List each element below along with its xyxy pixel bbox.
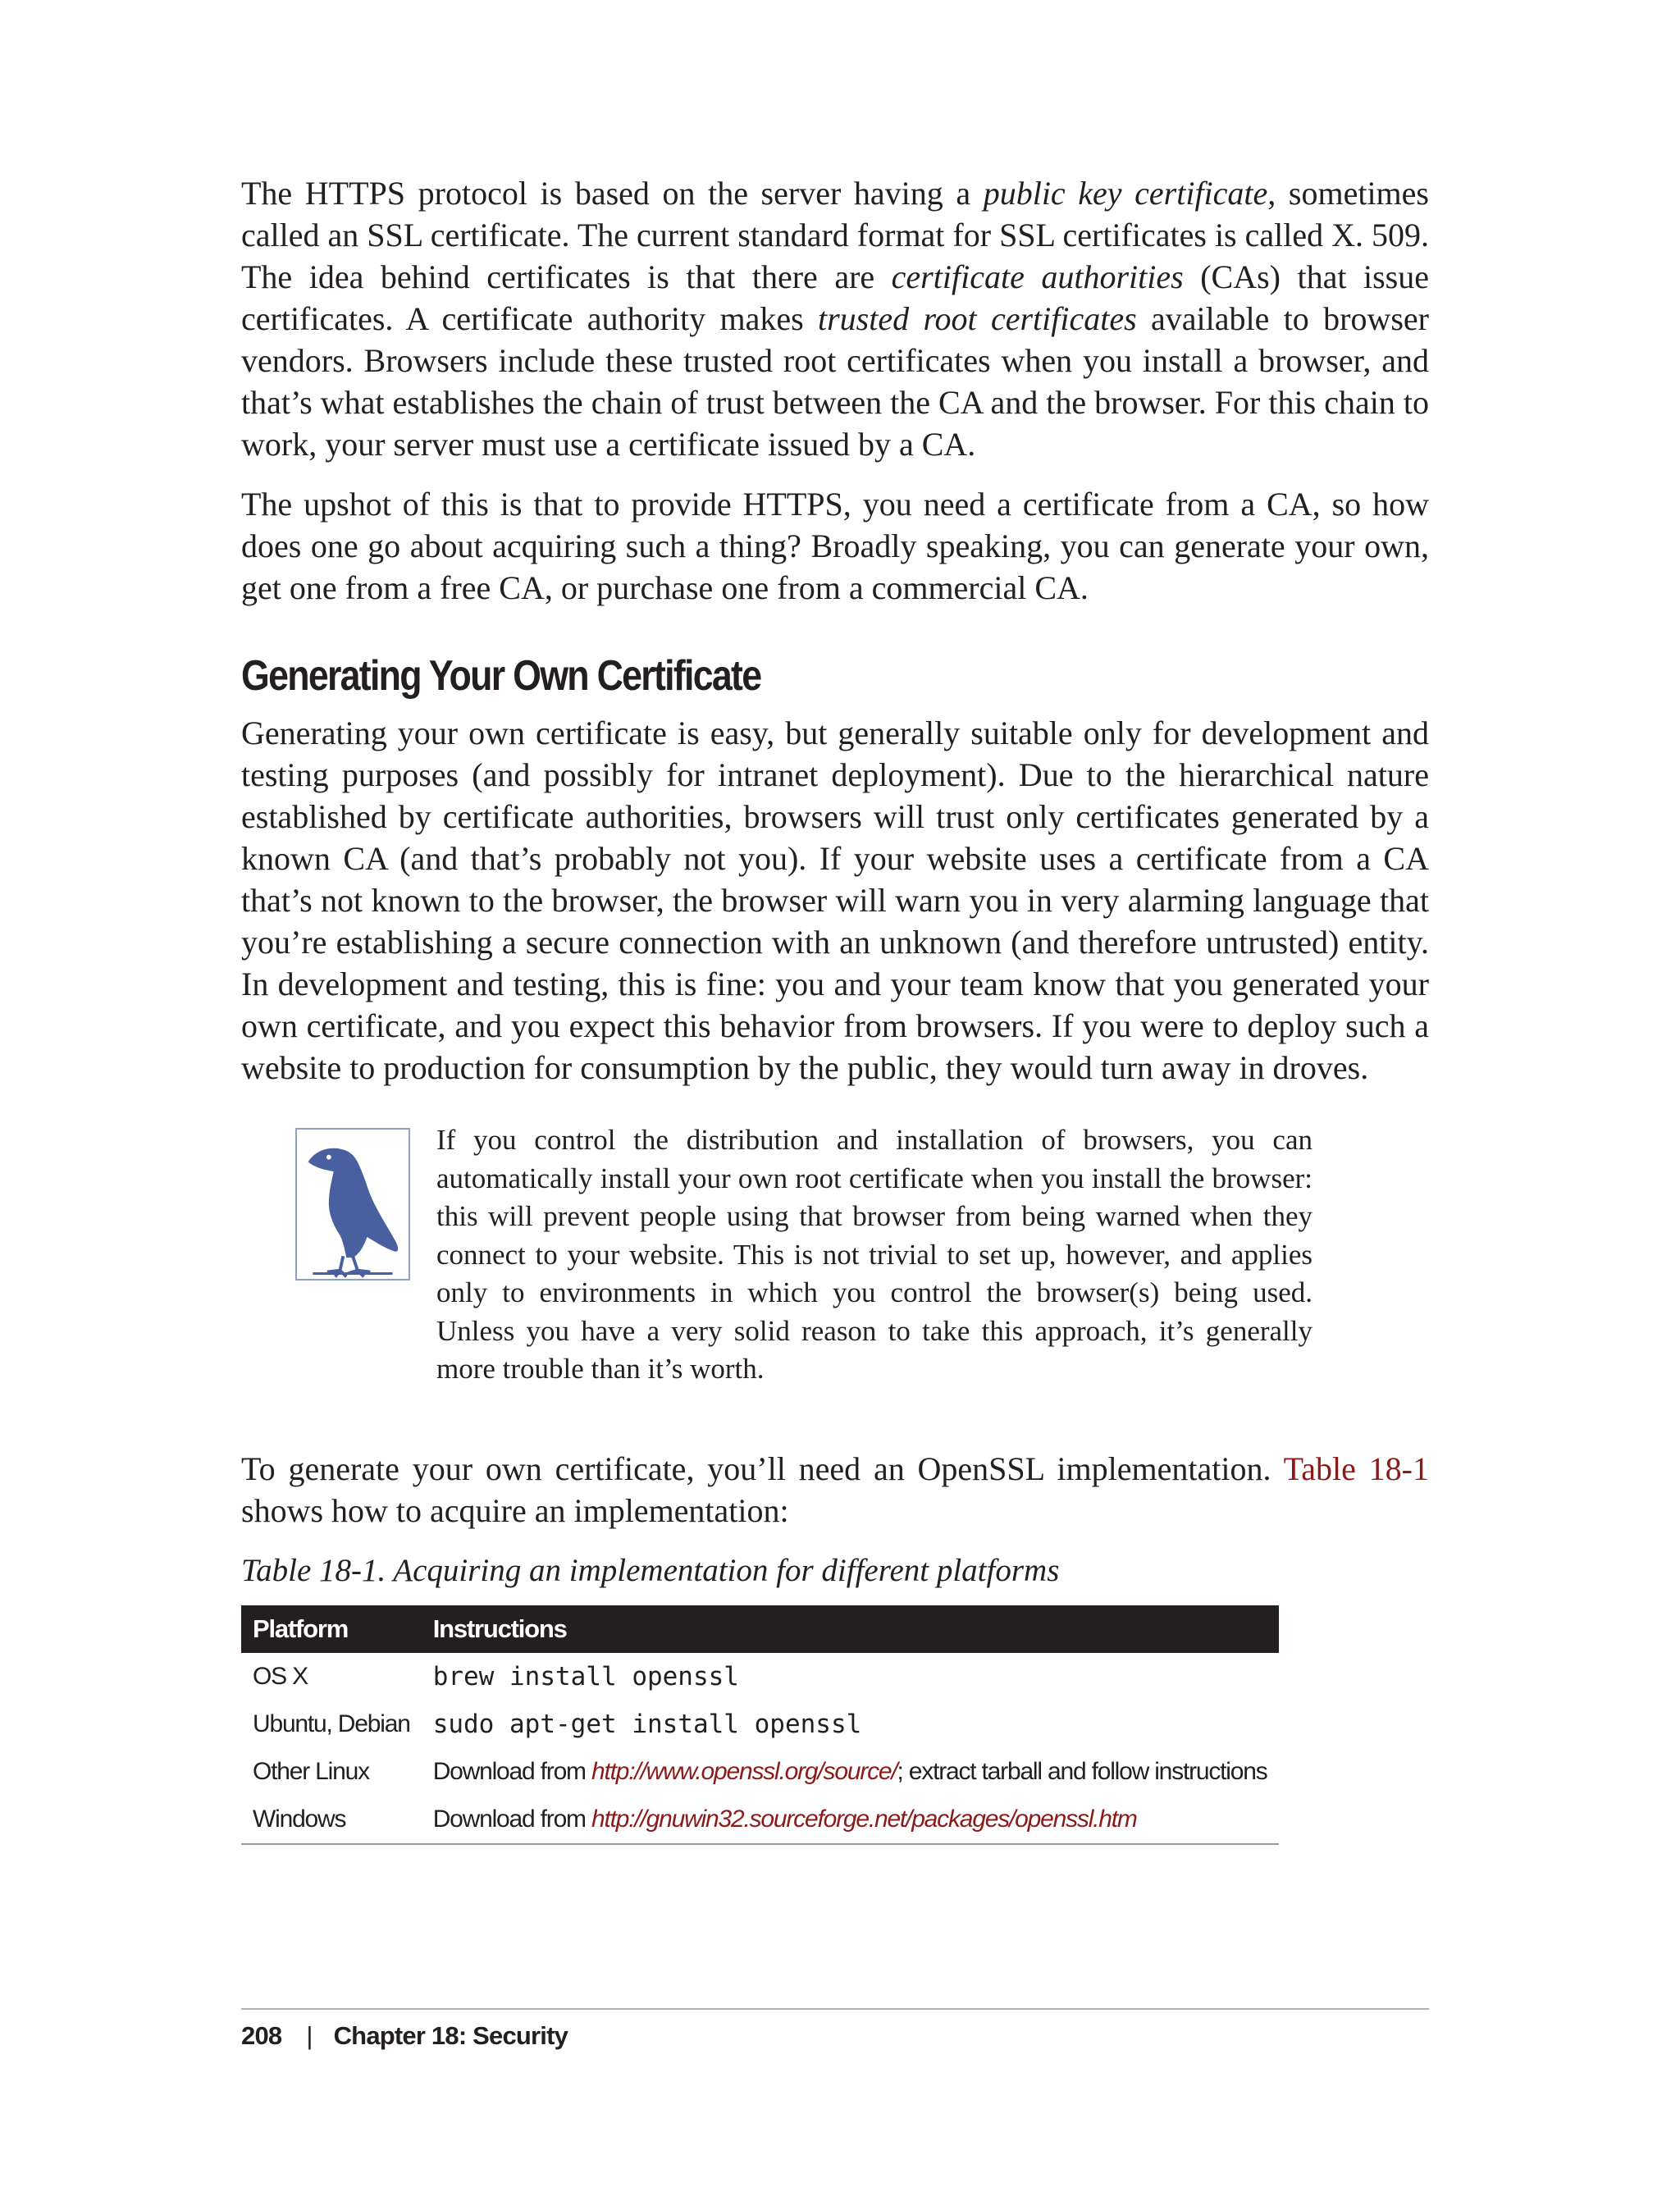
table-18-1-link[interactable]: Table 18-1 — [1283, 1449, 1429, 1487]
page-footer — [241, 2008, 1429, 2051]
gnuwin32-link[interactable]: http://gnuwin32.sourceforge.net/packages/openssl.htm — [591, 1805, 1137, 1833]
footer-separator: | — [306, 2021, 313, 2050]
note-text: If you control the distribution and installation of browsers, you can automatically install your own root certificate when you install the browser: this will prevent people using that browser from being warned when they connect to your website. This is not trivial to set up, however, and applies only to environments in which you control the browser(s) being used. Unless you have a very solid reason to take this approach, it’s generally more trouble than it’s worth. — [436, 1124, 1312, 1385]
header-instructions: Instructions — [422, 1605, 1279, 1653]
term-certificate-authorities: certificate authorities — [891, 258, 1184, 295]
paragraph-openssl — [241, 1448, 1429, 1532]
command-text: brew install openssl — [432, 1661, 739, 1691]
text-run: Download from — [432, 1805, 591, 1833]
instruction-cell — [422, 1701, 1279, 1748]
page-content — [241, 172, 1429, 1845]
table-header-row — [241, 1605, 1279, 1653]
note-box — [295, 1121, 1429, 1389]
header-platform: Platform — [241, 1605, 422, 1653]
table-row — [241, 1796, 1279, 1844]
text-run: shows how to acquire an implementation: — [241, 1491, 789, 1529]
text-run: The HTTPS protocol is based on the server having a — [241, 175, 984, 212]
openssl-source-link[interactable]: http://www.openssl.org/source/ — [591, 1757, 897, 1785]
table-caption: Table 18-1. Acquiring an implementation for different platforms — [241, 1552, 1060, 1588]
text-run: ; extract tarball and follow instructions — [897, 1757, 1267, 1785]
term-public-key-certificate: public key certificate — [983, 175, 1268, 212]
instruction-cell — [422, 1748, 1279, 1796]
paragraph-generating: Generating your own certificate is easy, but generally suitable only for development and testing purposes (and possibly for intranet deployment). Due to the hierarchical nature established by certificate authorities, browsers will trust only certificates generated by a known CA (and that’s probably not you). If your website uses a certificate from a CA that’s not known to the browser, the browser will warn you in very alarming language that you’re establishing a secure connection with an unknown (and therefore untrusted) entity. In development and testing, this is fine: you and your team know that you generated your own certificate, and you expect this behavior from browsers. If you were to deploy such a website to production for consumption by the public, they would turn away in droves. — [241, 714, 1429, 1086]
text-run: (CAs) that issue certificates. A certificate authority makes — [241, 258, 1429, 337]
table-row — [241, 1653, 1279, 1701]
paragraph-https-intro — [241, 172, 1429, 465]
instruction-cell — [422, 1653, 1279, 1701]
command-text: sudo apt-get install openssl — [432, 1709, 862, 1739]
text-run: , sometimes called an SSL certificate. The current standard format for SSL certificates is called X. 509. The idea behind certificates is that there are — [241, 175, 1429, 295]
instruction-cell — [422, 1796, 1279, 1844]
platform-cell: Ubuntu, Debian — [253, 1710, 410, 1737]
chapter-title: Chapter 18: Security — [333, 2021, 568, 2050]
table-row — [241, 1701, 1279, 1748]
text-run: To generate your own certificate, you’ll need an OpenSSL implementation. — [241, 1449, 1284, 1487]
implementation-table — [241, 1605, 1279, 1845]
text-run: available to browser vendors. Browsers include these trusted root certificates when you install a browser, and that’s what establishes the chain of trust between the CA and the browser. For this chain to work, your server must use a certificate issued by a CA. — [241, 300, 1429, 463]
text-run: Download from — [432, 1757, 591, 1785]
platform-cell: Windows — [253, 1805, 346, 1833]
term-trusted-root-certificates: trusted root certificates — [818, 300, 1137, 337]
section-heading: Generating Your Own Certificate — [241, 652, 761, 700]
table-row — [241, 1748, 1279, 1796]
page-number: 208 — [241, 2021, 282, 2050]
paragraph-upshot: The upshot of this is that to provide HTTPS, you need a certificate from a CA, so how does one go about acquiring such a thing? Broadly speaking, you can generate your own, get one from a free CA, or purchase one from a commercial CA. — [241, 486, 1429, 606]
crow-icon — [295, 1128, 410, 1281]
platform-cell: Other Linux — [253, 1757, 369, 1785]
platform-cell: OS X — [253, 1662, 308, 1690]
